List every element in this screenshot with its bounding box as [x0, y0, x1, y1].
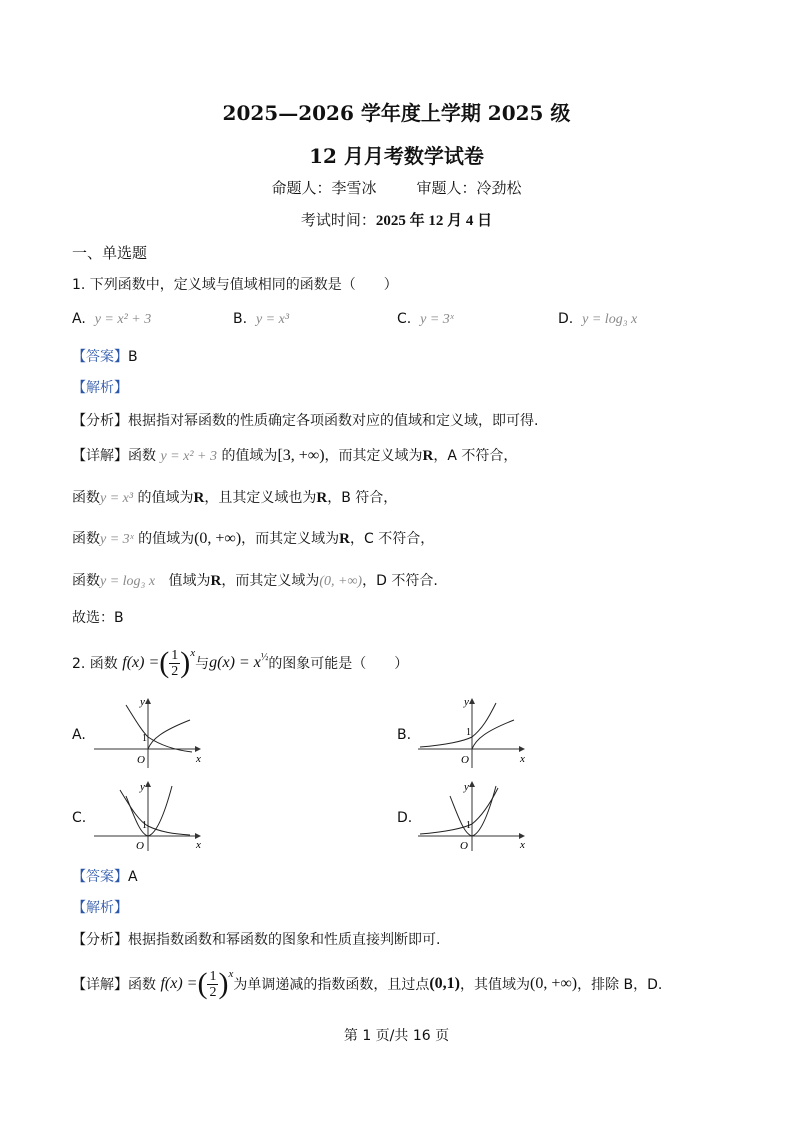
q2-detail: 【详解】 函数 f(x) = ( $\frac{1}{2}$ ) $^x$ 为单调递减的指数函数，且过点 (0,1) ，其值域为 (0, +∞) ，排除 B，D.: [72, 967, 663, 1000]
graph-d: [416, 778, 531, 853]
power-curve: [148, 720, 190, 749]
q2-option-d-label: D.: [397, 810, 413, 826]
q1-fenxi: 【分析】根据指对幂函数的性质确定各项函数对应的值域和定义域，即可得.: [72, 413, 539, 429]
origin-label: O: [461, 754, 469, 766]
exp-curve: [420, 703, 496, 747]
q2-option-a-label: A.: [72, 727, 86, 743]
q1-analysis-tag: 【解析】: [72, 380, 128, 396]
graph-b: [416, 695, 531, 770]
y-label: y: [464, 696, 469, 708]
title-line-2: 12 月月考数学试卷: [309, 144, 484, 168]
tick-one: 1: [142, 733, 147, 744]
exam-time-value: 2025 年 12 月 4 日: [375, 213, 493, 229]
exp-curve: [126, 705, 192, 752]
title-line-1: 2025—2026 学年度上学期 2025 级: [222, 101, 571, 125]
graph-a: [92, 695, 207, 770]
x-label: x: [196, 839, 201, 851]
q2-stem: 2. 函数 f(x) = ( $\frac{1}{2}$ ) $^x$ 与 g(x) = x $^{\frac{1}{2}}$ 的图象可能是（ ）: [72, 646, 409, 679]
exp-curve: [120, 790, 190, 835]
q1-stem: 1. 下列函数中，定义域与值域相同的函数是（ ）: [72, 277, 398, 293]
y-label: y: [140, 781, 145, 793]
q1-option-b: B. y = x³: [233, 311, 290, 327]
q2-fenxi: 【分析】根据指数函数和幂函数的图象和性质直接判断即可.: [72, 932, 441, 948]
exam-time-label: 考试时间：: [300, 211, 376, 229]
x-label: x: [196, 753, 201, 765]
y-label: y: [140, 696, 145, 708]
y-label: y: [464, 781, 469, 793]
section-title: 一、单选题: [72, 244, 148, 262]
reviewer: 审题人：冷劲松: [416, 179, 522, 197]
origin-label: O: [136, 840, 144, 852]
exam-time: [0, 209, 793, 230]
q1-detail-line-3: 函数y = 3ˣ 的值域为(0, +∞)，而其定义域为R，C 不符合，: [72, 530, 435, 547]
tick-one: 1: [466, 727, 471, 738]
origin-label: O: [460, 840, 468, 852]
x-label: x: [520, 839, 525, 851]
q1-detail-line-2: 函数y = x³ 的值域为R，且其定义域也为R，B 符合，: [72, 490, 398, 506]
authors-line: [0, 177, 793, 198]
q2-answer: 【答案】A: [72, 869, 138, 885]
tick-one: 1: [466, 820, 471, 831]
q2-option-c-label: C.: [72, 810, 87, 826]
q1-option-c: C. y = 3ˣ: [397, 311, 454, 327]
origin-label: O: [137, 754, 145, 766]
q1-option-d: D. y = log₃ x: [558, 311, 638, 327]
q1-detail-line-4: 函数y = log₃ x 值域为R，而其定义域为(0, +∞)，D 不符合.: [72, 573, 438, 589]
q1-answer: 【答案】B: [72, 349, 138, 365]
q1-choose: 故选：B: [72, 610, 124, 626]
q1-option-a: A. y = x² + 3: [72, 311, 152, 327]
proposer: 命题人：李雪冰: [271, 179, 377, 197]
exp-curve: [420, 788, 498, 834]
x-label: x: [520, 753, 525, 765]
q2-analysis-tag: 【解析】: [72, 900, 128, 916]
graph-c: [92, 778, 207, 853]
page-number: 第 1 页/共 16 页: [343, 1028, 450, 1044]
q2-option-b-label: B.: [397, 727, 412, 743]
power-curve: [472, 720, 514, 749]
q2-f-expr: f(x) =: [122, 654, 160, 671]
q1-detail-line-1: 【详解】函数 y = x² + 3 的值域为[3, +∞)，而其定义域为R，A 不符合，: [72, 447, 518, 464]
tick-one: 1: [142, 820, 147, 831]
